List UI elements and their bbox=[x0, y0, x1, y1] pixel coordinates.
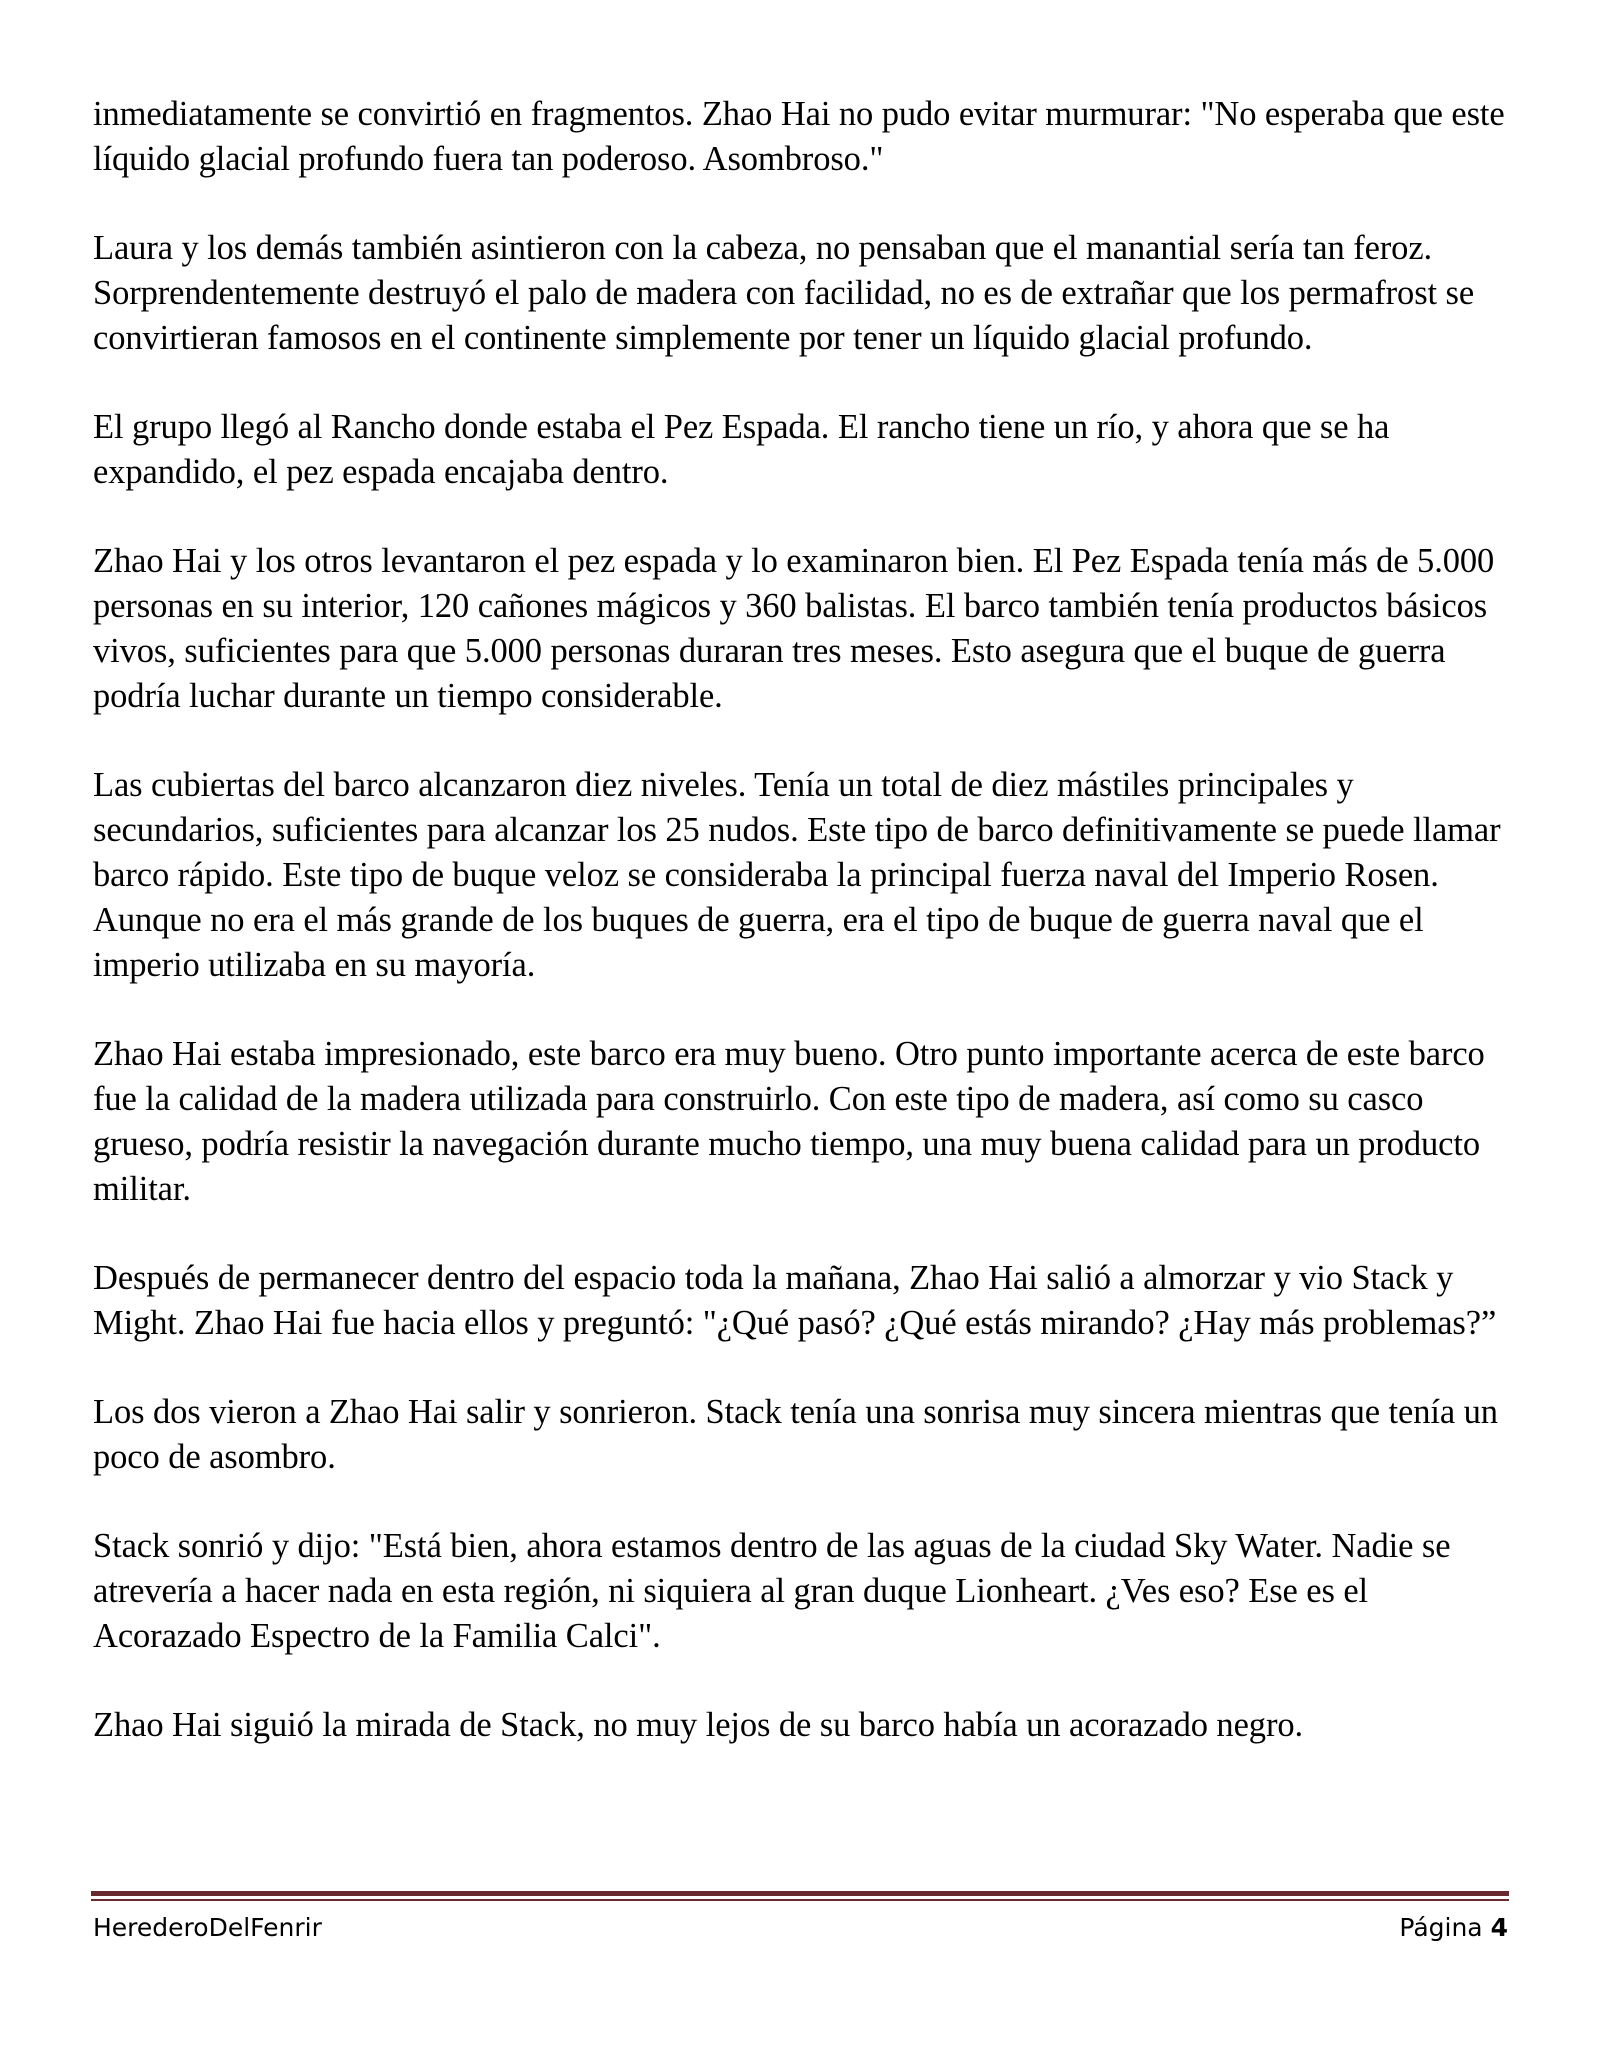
footer-rule-thick bbox=[91, 1891, 1509, 1896]
paragraph: Los dos vieron a Zhao Hai salir y sonrieron. Stack tenía una sonrisa muy sincera mientras que tenía un poco de asombro. bbox=[93, 1393, 1498, 1476]
footer-page-label: Página bbox=[1399, 1913, 1483, 1942]
paragraph: inmediatamente se convirtió en fragmentos. Zhao Hai no pudo evitar murmurar: "No esperaba que este líquido glacial profundo fuera tan poderoso. Asombroso." bbox=[93, 95, 1505, 178]
footer-page bbox=[1399, 1912, 1508, 1944]
paragraph: Laura y los demás también asintieron con la cabeza, no pensaban que el manantial sería tan feroz. Sorprendentemente destruyó el palo de madera con facilidad, no es de extrañar que los permafrost se convirtieran famosos en el continente simplemente por tener un líquido glacial profundo. bbox=[93, 229, 1475, 357]
footer-page-number: 4 bbox=[1490, 1913, 1508, 1942]
footer-rule-thin bbox=[91, 1899, 1509, 1901]
paragraph: Después de permanecer dentro del espacio toda la mañana, Zhao Hai salió a almorzar y vio Stack y Might. Zhao Hai fue hacia ellos y preguntó: "¿Qué pasó? ¿Qué estás mirando? ¿Hay más problemas?” bbox=[93, 1259, 1497, 1342]
paragraph: Zhao Hai estaba impresionado, este barco era muy bueno. Otro punto importante acerca de este barco fue la calidad de la madera utilizada para construirlo. Con este tipo de madera, así como su casco grueso, podría resistir la navegación durante mucho tiempo, una muy buena calidad para un producto militar. bbox=[93, 1035, 1485, 1208]
paragraph: Las cubiertas del barco alcanzaron diez niveles. Tenía un total de diez mástiles principales y secundarios, suficientes para alcanzar los 25 nudos. Este tipo de barco definitivamente se puede llamar barco rápido. Este tipo de buque veloz se consideraba la principal fuerza naval del Imperio Rosen. Aunque no era el más grande de los buques de guerra, era el tipo de buque de guerra naval que el imperio utilizaba en su mayoría. bbox=[93, 766, 1501, 984]
footer-rule bbox=[91, 1891, 1509, 1903]
paragraph: El grupo llegó al Rancho donde estaba el Pez Espada. El rancho tiene un río, y ahora que se ha expandido, el pez espada encajaba dentro. bbox=[93, 408, 1390, 491]
paragraph: Zhao Hai siguió la mirada de Stack, no muy lejos de su barco había un acorazado negro. bbox=[93, 1706, 1304, 1744]
page-body bbox=[93, 92, 1513, 1792]
paragraph: Stack sonrió y dijo: "Está bien, ahora estamos dentro de las aguas de la ciudad Sky Water. Nadie se atrevería a hacer nada en esta región, ni siquiera al gran duque Lionheart. ¿Ves eso? Ese es el Acorazado Espectro de la Familia Calci". bbox=[93, 1527, 1451, 1655]
footer-author: HerederoDelFenrir bbox=[93, 1913, 322, 1942]
paragraph: Zhao Hai y los otros levantaron el pez espada y lo examinaron bien. El Pez Espada tenía más de 5.000 personas en su interior, 120 cañones mágicos y 360 balistas. El barco también tenía productos básicos vivos, suficientes para que 5.000 personas duraran tres meses. Esto asegura que el buque de guerra podría luchar durante un tiempo considerable. bbox=[93, 542, 1495, 715]
